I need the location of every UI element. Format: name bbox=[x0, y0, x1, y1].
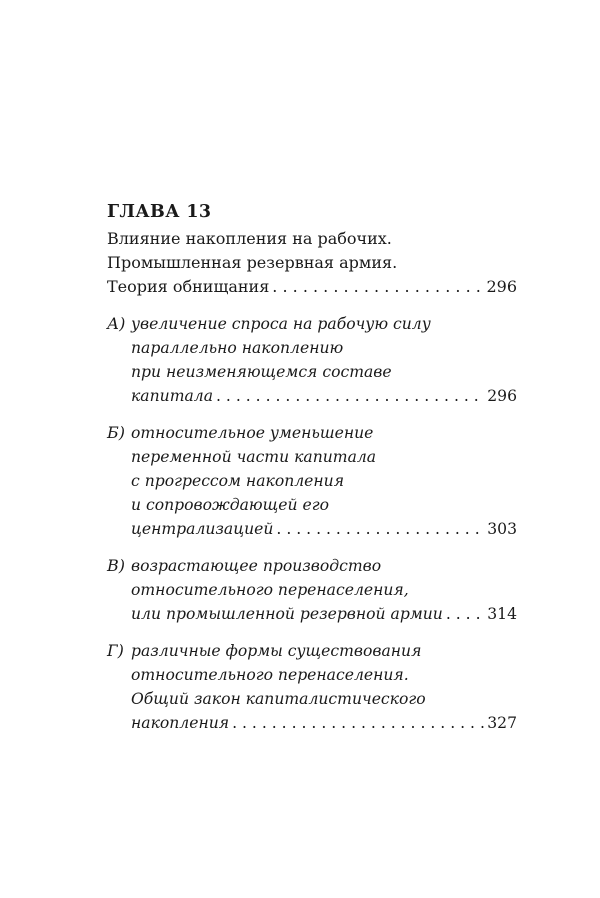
page-number: 314 bbox=[487, 605, 517, 623]
section-line: с прогрессом накопления bbox=[131, 472, 345, 490]
section-entry-d[interactable] bbox=[107, 639, 517, 735]
section-letter: Б) bbox=[107, 423, 125, 442]
section-letter: А) bbox=[107, 314, 126, 333]
chapter-title-line: Промышленная резервная армия. bbox=[107, 253, 398, 272]
dot-leader bbox=[446, 602, 484, 626]
section-line: переменной части капитала bbox=[131, 448, 377, 466]
section-letter: Г) bbox=[107, 641, 124, 660]
section-entry-a[interactable] bbox=[107, 312, 517, 408]
section-line: относительное уменьшение bbox=[131, 424, 374, 442]
dot-leader bbox=[276, 517, 484, 541]
section-last-line bbox=[131, 384, 517, 408]
section-line: относительного перенаселения. bbox=[131, 666, 409, 684]
section-entry-c[interactable] bbox=[107, 554, 517, 626]
section-line-text: накопления bbox=[131, 714, 230, 732]
section-last-line bbox=[131, 517, 517, 541]
section-entry-b[interactable] bbox=[107, 421, 517, 541]
dot-leader bbox=[232, 711, 484, 735]
section-line-text: или промышленной резервной армии bbox=[131, 605, 443, 623]
chapter-entry[interactable] bbox=[107, 200, 517, 299]
section-letter: В) bbox=[107, 556, 125, 575]
page-number: 296 bbox=[487, 387, 517, 405]
section-line-text: капитала bbox=[131, 387, 214, 405]
section-line: относительного перенаселения, bbox=[131, 581, 409, 599]
section-line: различные формы существования bbox=[131, 642, 422, 660]
section-line: Общий закон капиталистического bbox=[131, 690, 426, 708]
chapter-title-last-line bbox=[107, 275, 517, 299]
section-line: при неизменяющемся составе bbox=[131, 363, 392, 381]
page-number: 327 bbox=[487, 714, 517, 732]
section-line-text: централизацией bbox=[131, 520, 274, 538]
section-line: и сопровождающей его bbox=[131, 496, 329, 514]
dot-leader bbox=[216, 384, 484, 408]
section-line: увеличение спроса на рабочую силу bbox=[131, 315, 431, 333]
chapter-title-text: Теория обнищания bbox=[107, 277, 270, 296]
chapter-title-line: Влияние накопления на рабочих. bbox=[107, 229, 392, 248]
section-last-line bbox=[131, 602, 517, 626]
page-number: 303 bbox=[487, 520, 517, 538]
section-last-line bbox=[131, 711, 517, 735]
dot-leader bbox=[272, 275, 483, 299]
page-number: 296 bbox=[486, 277, 517, 296]
section-line: параллельно накоплению bbox=[131, 339, 344, 357]
chapter-label: ГЛАВА 13 bbox=[107, 202, 212, 222]
section-line: возрастающее производство bbox=[131, 557, 382, 575]
table-of-contents bbox=[107, 200, 517, 735]
